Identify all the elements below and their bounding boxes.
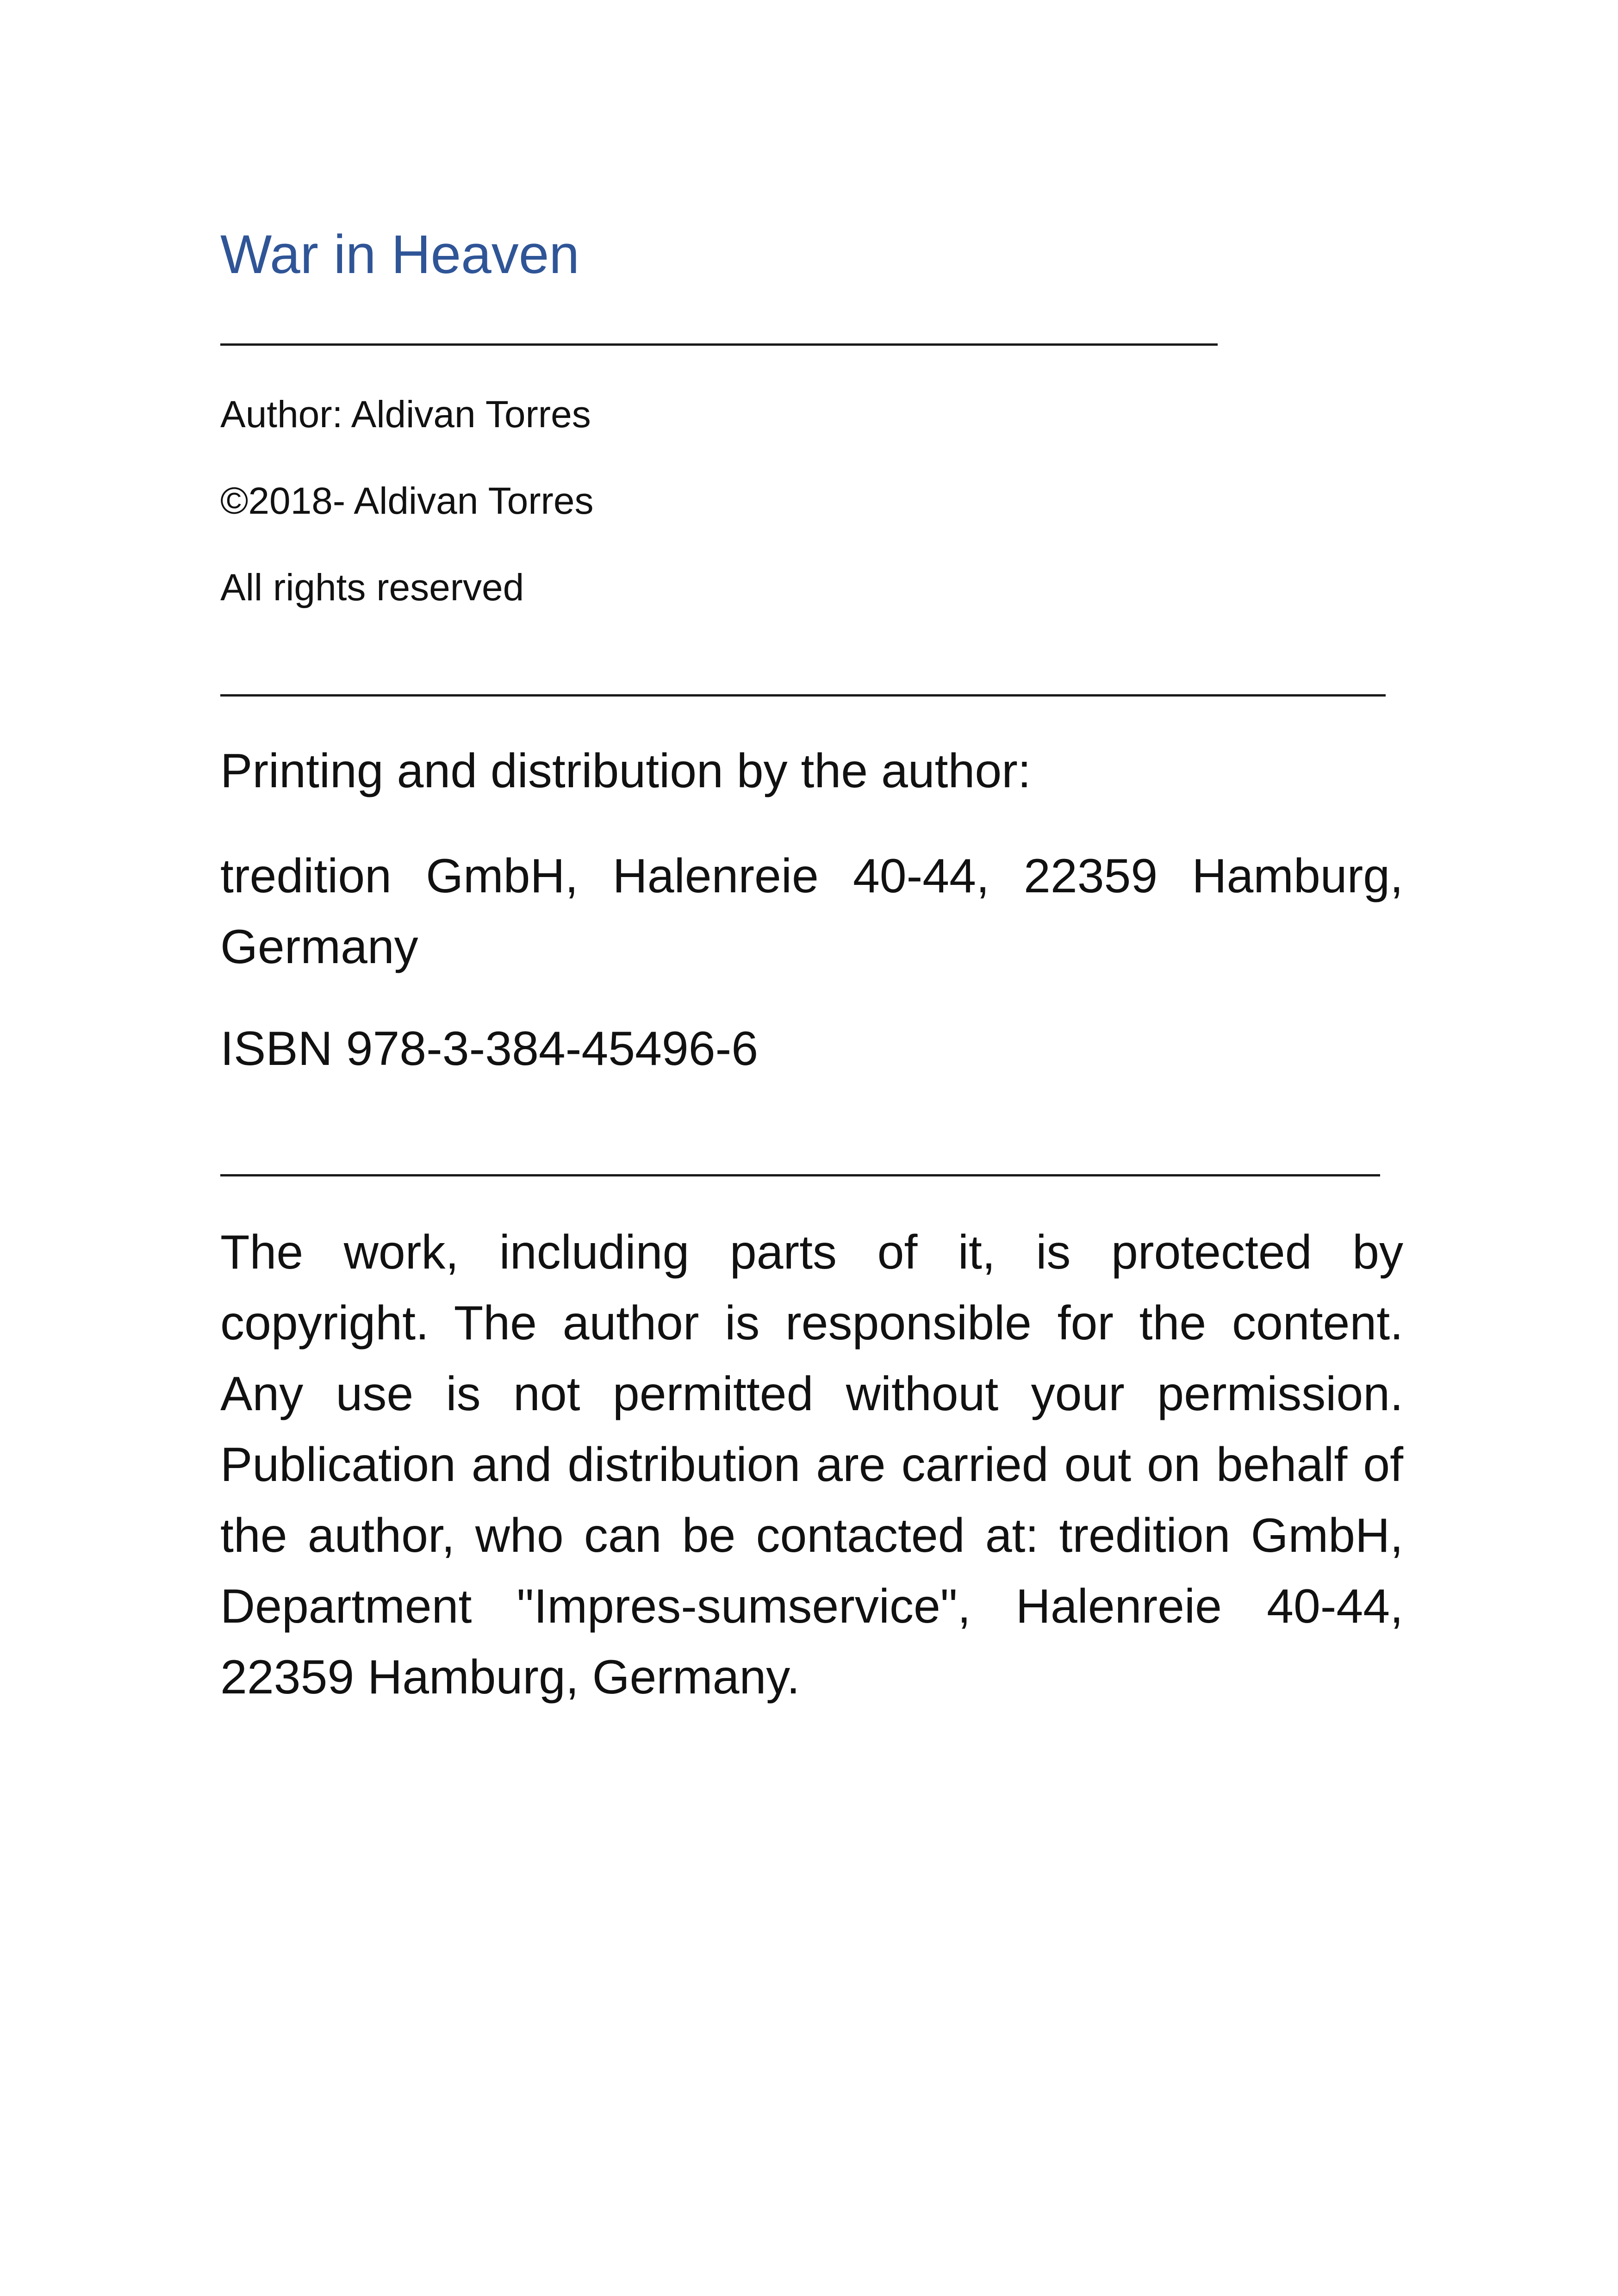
- legal-notice: The work, including parts of it, is protected by copyright. The author is responsible for the content. Any use is not permitted without your permission. Publication and distribution are carried out on behalf of the author, who can be contacted at: tredition GmbH, Department "Impres-sumservice", Halenreie 40-44, 22359 Hamburg, Germany.: [220, 1226, 1403, 1704]
- publisher-address: tredition GmbH, Halenreie 40-44, 22359 Hamburg, Germany: [220, 849, 1403, 974]
- divider-line: [220, 1174, 1380, 1176]
- author-line: Author: Aldivan Torres: [220, 393, 591, 436]
- divider-line: [220, 343, 1218, 346]
- rights-line: All rights reserved: [220, 566, 524, 609]
- printing-line: Printing and distribution by the author:: [220, 744, 1031, 798]
- copyright-line: ©2018- Aldivan Torres: [220, 480, 594, 522]
- book-title: War in Heaven: [220, 224, 580, 285]
- isbn-line: ISBN 978-3-384-45496-6: [220, 1022, 759, 1076]
- divider-line: [220, 694, 1386, 697]
